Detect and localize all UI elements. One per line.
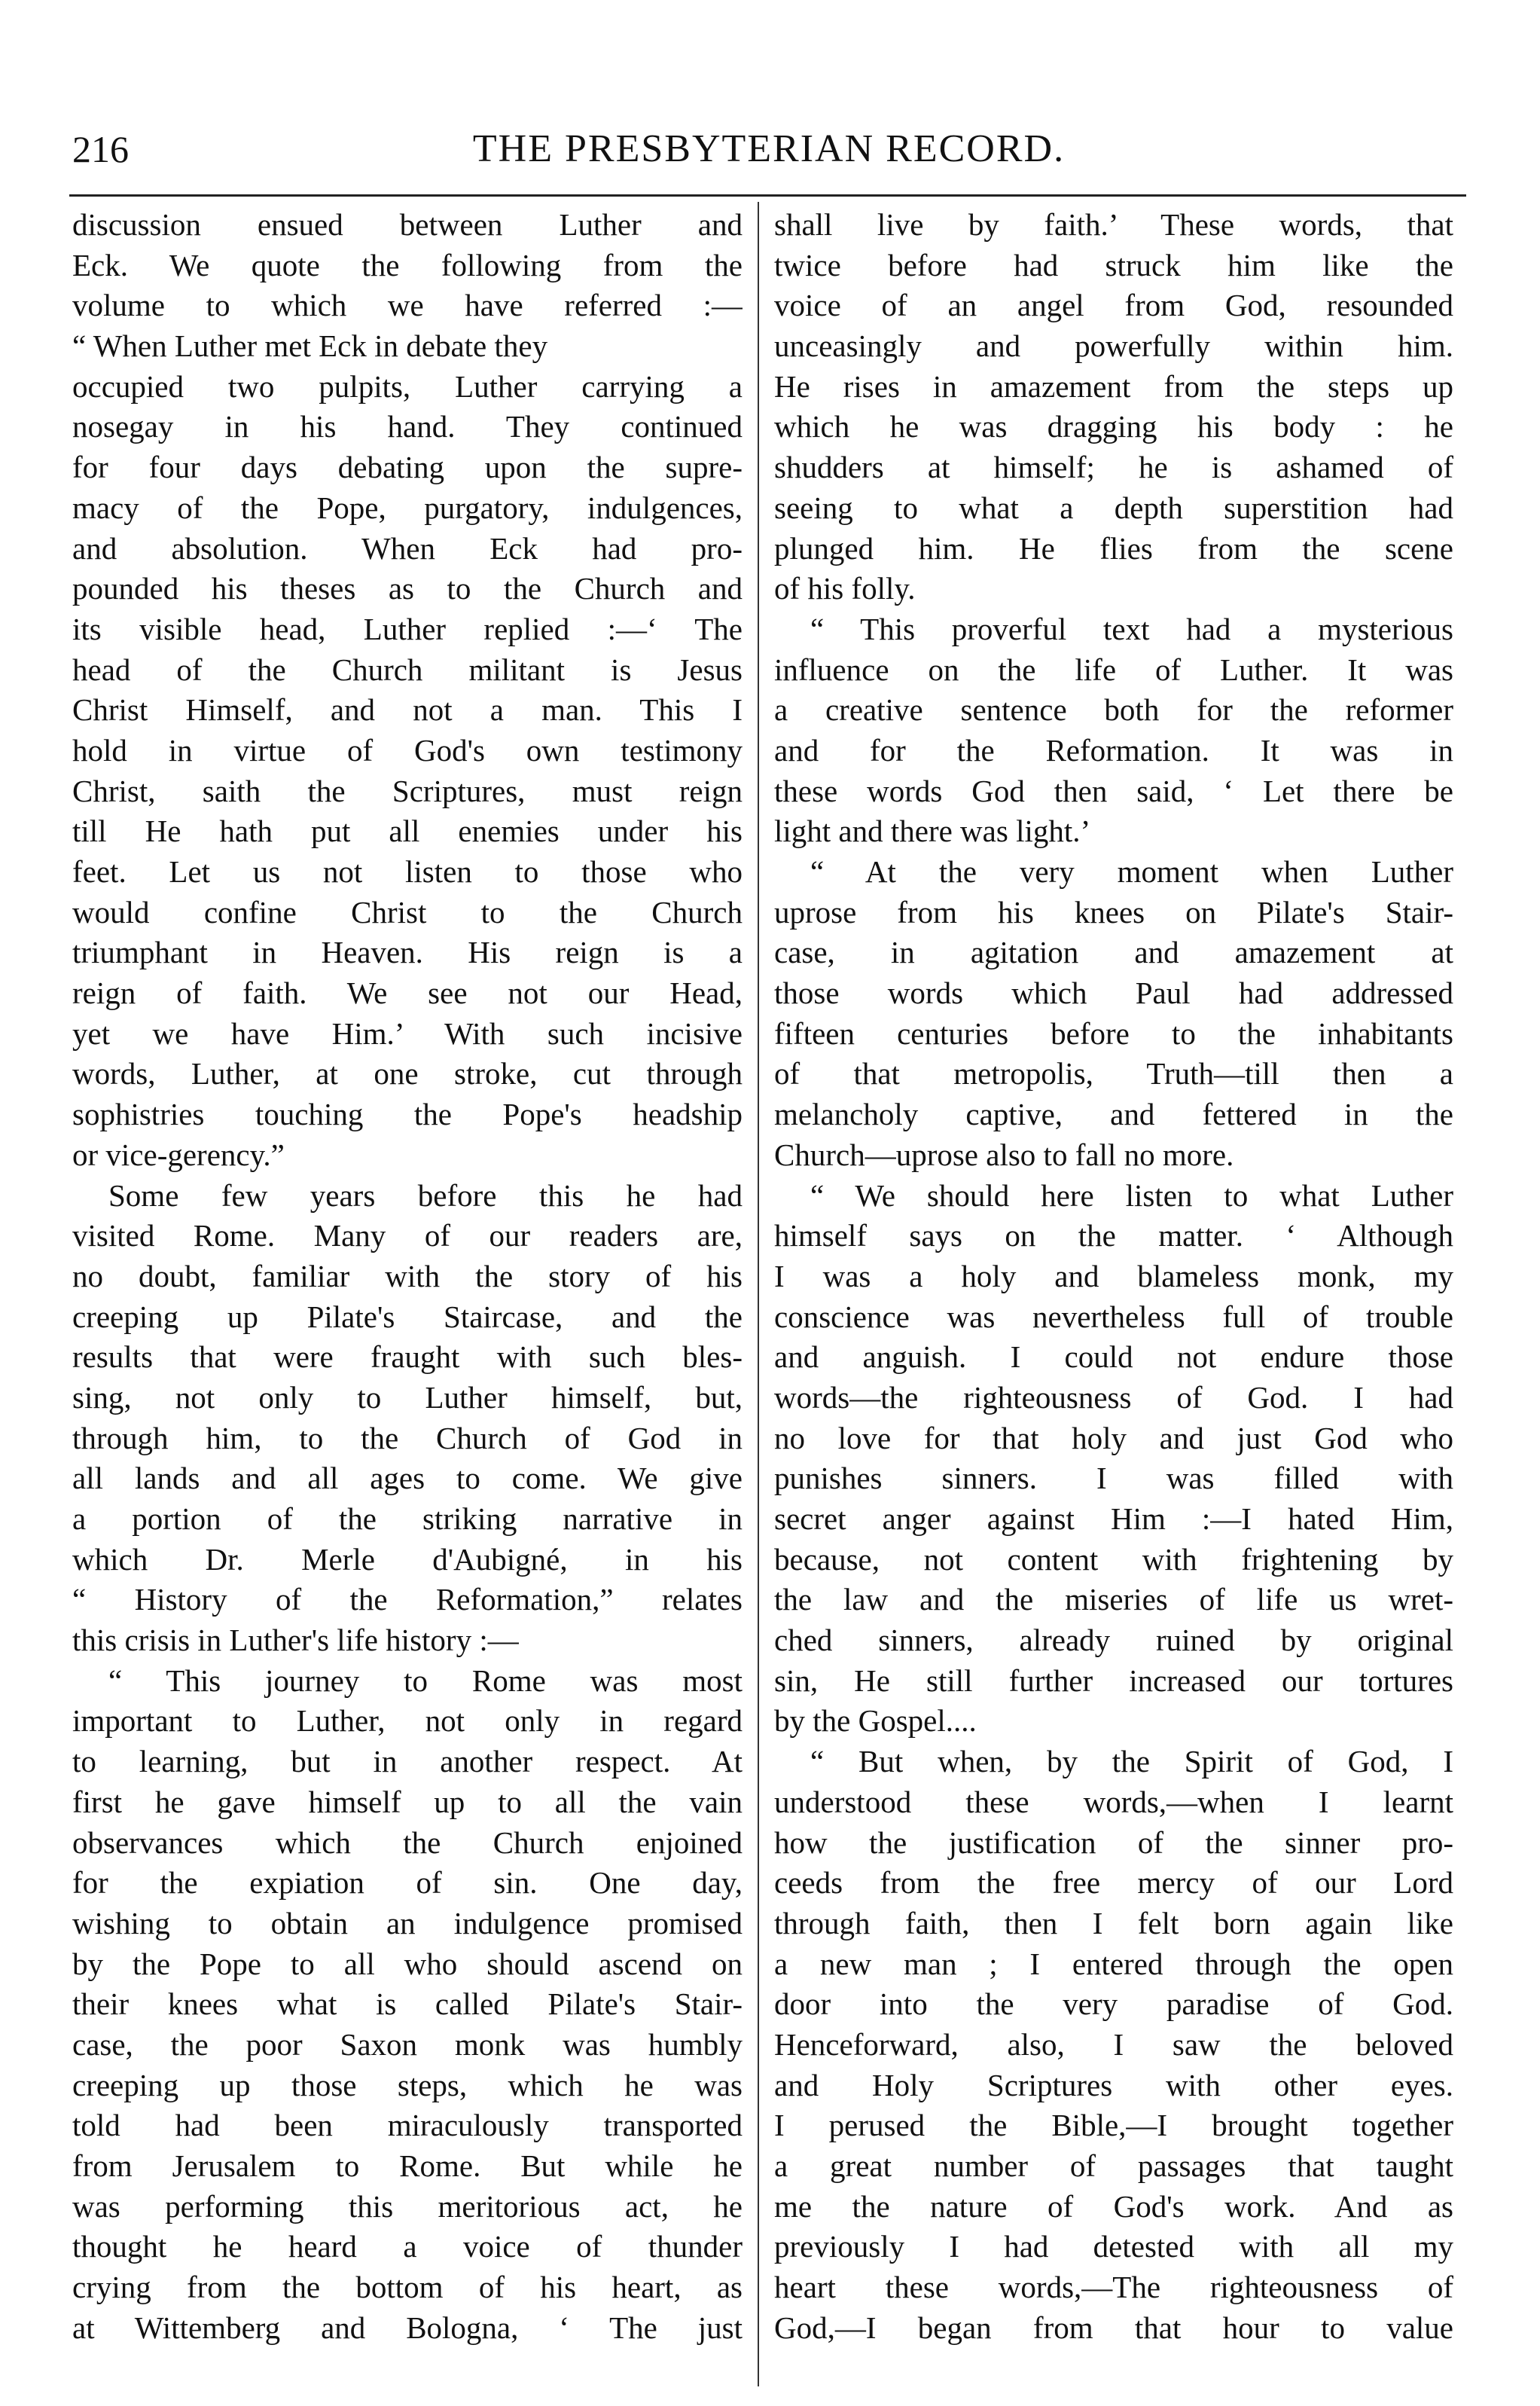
text-line: pounded his theses as to the Church and <box>72 571 743 606</box>
text-line: sin, He still further increased our tortures <box>774 1663 1453 1698</box>
text-line: to learning, but in another respect. At <box>72 1744 743 1779</box>
text-line: would confine Christ to the Church <box>72 894 743 930</box>
text-line: no love for that holy and just God who <box>774 1420 1453 1455</box>
text-line: case, in agitation and amazement at <box>774 935 1453 970</box>
text-line: yet we have Him.’ With such incisive <box>72 1015 743 1051</box>
text-line: seeing to what a depth superstition had <box>774 490 1453 525</box>
text-line: from Jerusalem to Rome. But while he <box>72 2148 743 2183</box>
text-line: important to Luther, not only in regard <box>72 1703 743 1739</box>
text-line: how the justification of the sinner pro- <box>774 1824 1453 1860</box>
page-number: 216 <box>72 128 129 170</box>
text-line: nosegay in his hand. They continued <box>72 409 743 444</box>
text-line: of that metropolis, Truth—till then a <box>774 1056 1453 1092</box>
text-line: fifteen centuries before to the inhabitants <box>774 1015 1453 1051</box>
text-line: thought he heard a voice of thunder <box>72 2229 743 2264</box>
text-line: by the Pope to all who should ascend on <box>72 1946 743 1981</box>
text-line: Henceforward, also, I saw the beloved <box>774 2026 1453 2062</box>
text-line: at Wittemberg and Bologna, ‘ The just <box>72 2310 743 2345</box>
text-line: head of the Church militant is Jesus <box>72 652 743 687</box>
text-line: “ This proverful text had a mysterious <box>810 611 1453 646</box>
text-line: Christ, saith the Scriptures, must reign <box>72 773 743 808</box>
header-rule <box>69 194 1466 197</box>
text-line: I perused the Bible,—I brought together <box>774 2108 1453 2143</box>
text-line: volume to which we have referred :— <box>72 288 743 323</box>
right-column <box>774 205 1453 2389</box>
text-line: melancholy captive, and fettered in the <box>774 1097 1453 1132</box>
text-line: till He hath put all enemies under his <box>72 814 743 849</box>
text-line: uprose from his knees on Pilate's Stair- <box>774 894 1453 930</box>
text-line: understood these words,—when I learnt <box>774 1784 1453 1819</box>
text-line: macy of the Pope, purgatory, indulgences, <box>72 490 743 525</box>
left-column <box>72 205 743 2389</box>
text-line: plunged him. He flies from the scene <box>774 530 1453 566</box>
text-line: creeping up those steps, which he was <box>72 2067 743 2102</box>
text-line: influence on the life of Luther. It was <box>774 652 1453 687</box>
text-line: their knees what is called Pilate's Stair- <box>72 1986 743 2022</box>
text-line: a portion of the striking narrative in <box>72 1501 743 1536</box>
text-line: no doubt, familiar with the story of his <box>72 1258 743 1293</box>
page-header <box>72 119 1465 179</box>
text-line: a new man ; I entered through the open <box>774 1946 1453 1981</box>
text-line: words—the righteousness of God. I had <box>774 1379 1453 1415</box>
text-line: or vice-gerency.” <box>72 1137 285 1172</box>
text-line: unceasingly and powerfully within him. <box>774 328 1453 364</box>
text-line: these words God then said, ‘ Let there be <box>774 773 1453 808</box>
text-line: a creative sentence both for the reformer <box>774 692 1453 728</box>
text-line: creeping up Pilate's Staircase, and the <box>72 1299 743 1334</box>
text-line: ceeds from the free mercy of our Lord <box>774 1865 1453 1901</box>
text-line: He rises in amazement from the steps up <box>774 368 1453 404</box>
text-line: wishing to obtain an indulgence promised <box>72 1905 743 1940</box>
text-line: Church—uprose also to fall no more. <box>774 1137 1234 1172</box>
text-line: of his folly. <box>774 571 916 606</box>
text-line: God,—I began from that hour to value <box>774 2310 1453 2345</box>
text-line: and for the Reformation. It was in <box>774 732 1453 768</box>
text-line: Some few years before this he had <box>108 1177 743 1213</box>
text-line: words, Luther, at one stroke, cut through <box>72 1056 743 1092</box>
text-line: through him, to the Church of God in <box>72 1420 743 1455</box>
text-line: which Dr. Merle d'Aubigné, in his <box>72 1541 743 1577</box>
text-line: occupied two pulpits, Luther carrying a <box>72 368 743 404</box>
text-line: voice of an angel from God, resounded <box>774 288 1453 323</box>
text-line: twice before had struck him like the <box>774 247 1453 282</box>
text-line: heart these words,—The righteousness of <box>774 2270 1453 2305</box>
text-line: secret anger against Him :—I hated Him, <box>774 1501 1453 1536</box>
text-line: conscience was nevertheless full of trouble <box>774 1299 1453 1334</box>
text-line: a great number of passages that taught <box>774 2148 1453 2183</box>
text-line: light and there was light.’ <box>774 814 1091 849</box>
text-line: hold in virtue of God's own testimony <box>72 732 743 768</box>
running-title: THE PRESBYTERIAN RECORD. <box>472 127 1066 170</box>
text-line: Eck. We quote the following from the <box>72 247 743 282</box>
text-line: previously I had detested with all my <box>774 2229 1453 2264</box>
text-line: “ At the very moment when Luther <box>810 854 1453 889</box>
text-line: sing, not only to Luther himself, but, <box>72 1379 743 1415</box>
text-line: crying from the bottom of his heart, as <box>72 2270 743 2305</box>
text-line: all lands and all ages to come. We give <box>72 1461 743 1496</box>
text-line: for the expiation of sin. One day, <box>72 1865 743 1901</box>
text-line: those words which Paul had addressed <box>774 976 1453 1011</box>
text-line: results that were fraught with such bles- <box>72 1339 743 1375</box>
text-line: shall live by faith.’ These words, that <box>774 207 1453 242</box>
text-line: me the nature of God's work. And as <box>774 2188 1453 2224</box>
text-line: for four days debating upon the supre- <box>72 450 743 485</box>
text-line: visited Rome. Many of our readers are, <box>72 1218 743 1253</box>
text-line: punishes sinners. I was filled with <box>774 1461 1453 1496</box>
text-line: reign of faith. We see not our Head, <box>72 976 743 1011</box>
text-line: observances which the Church enjoined <box>72 1824 743 1860</box>
text-line: case, the poor Saxon monk was humbly <box>72 2026 743 2062</box>
text-line: the law and the miseries of life us wret- <box>774 1582 1453 1617</box>
text-line: “ When Luther met Eck in debate they <box>72 328 548 364</box>
text-line: discussion ensued between Luther and <box>72 207 743 242</box>
text-line: “ History of the Reformation,” relates <box>72 1582 743 1617</box>
text-line: “ But when, by the Spirit of God, I <box>810 1744 1453 1779</box>
text-line: by the Gospel.... <box>774 1703 977 1739</box>
text-line: this crisis in Luther's life history :— <box>72 1623 519 1658</box>
text-line: door into the very paradise of God. <box>774 1986 1453 2022</box>
text-line: Christ Himself, and not a man. This I <box>72 692 743 728</box>
text-line: first he gave himself up to all the vain <box>72 1784 743 1819</box>
column-divider <box>758 202 759 2386</box>
text-line: feet. Let us not listen to those who <box>72 854 743 889</box>
text-line: was performing this meritorious act, he <box>72 2188 743 2224</box>
text-line: I was a holy and blameless monk, my <box>774 1258 1453 1293</box>
text-line: its visible head, Luther replied :—‘ The <box>72 611 743 646</box>
text-line: and absolution. When Eck had pro- <box>72 530 743 566</box>
text-line: himself says on the matter. ‘ Although <box>774 1218 1453 1253</box>
text-line: “ We should here listen to what Luther <box>810 1177 1453 1213</box>
text-line: because, not content with frightening by <box>774 1541 1453 1577</box>
text-line: “ This journey to Rome was most <box>108 1663 743 1698</box>
text-line: and anguish. I could not endure those <box>774 1339 1453 1375</box>
text-line: told had been miraculously transported <box>72 2108 743 2143</box>
text-line: shudders at himself; he is ashamed of <box>774 450 1453 485</box>
text-line: through faith, then I felt born again like <box>774 1905 1453 1940</box>
text-line: sophistries touching the Pope's headship <box>72 1097 743 1132</box>
text-line: which he was dragging his body : he <box>774 409 1453 444</box>
text-line: ched sinners, already ruined by original <box>774 1623 1453 1658</box>
text-line: triumphant in Heaven. His reign is a <box>72 935 743 970</box>
text-line: and Holy Scriptures with other eyes. <box>774 2067 1453 2102</box>
